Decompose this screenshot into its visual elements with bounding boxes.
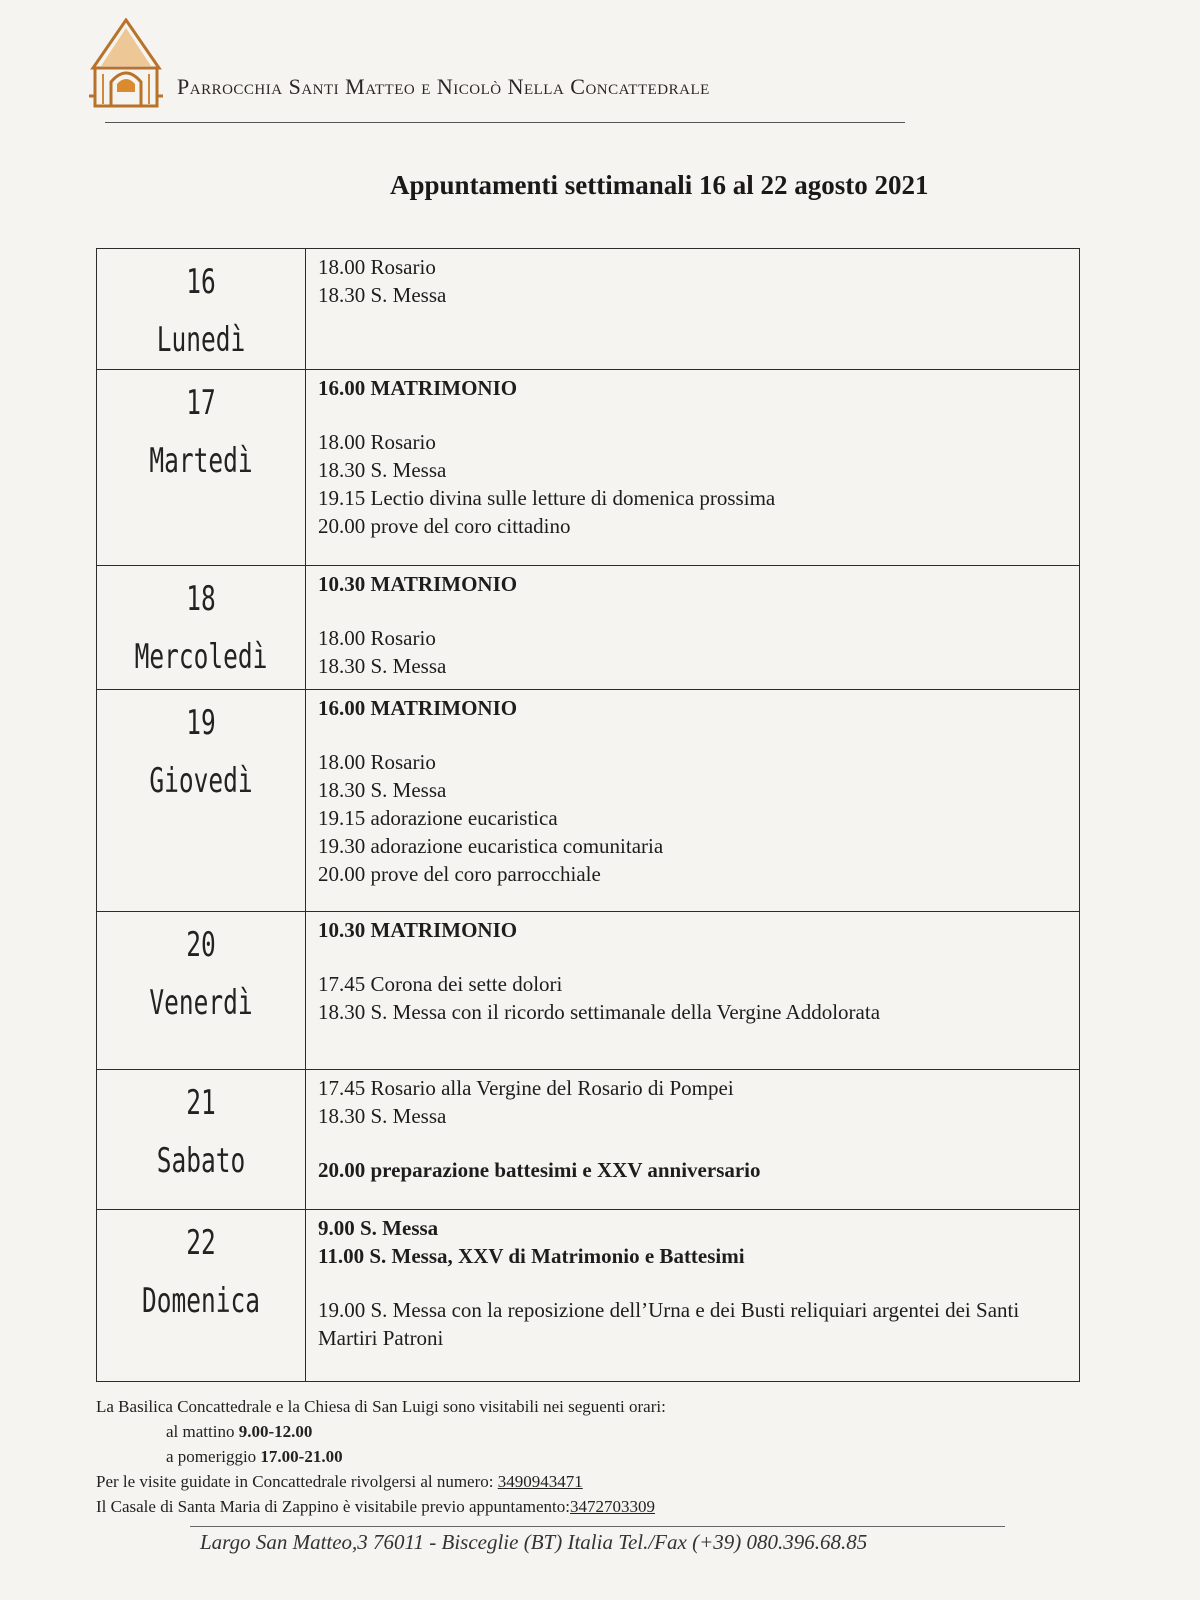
event-item: 18.30 S. Messa xyxy=(318,654,447,678)
schedule-row xyxy=(97,370,1080,566)
day-name: Mercoledì xyxy=(134,637,268,677)
event-item: 19.15 adorazione eucaristica xyxy=(318,806,558,830)
day-number: 17 xyxy=(186,383,216,423)
event-item: 10.30 MATRIMONIO xyxy=(318,572,518,596)
event-item: 9.00 S. Messa xyxy=(318,1216,439,1240)
casale-visit-text: Il Casale di Santa Maria di Zappino è visitabile previo appuntamento: xyxy=(96,1497,570,1516)
day-number: 20 xyxy=(186,925,216,965)
events-cell xyxy=(306,912,1080,1070)
schedule-row xyxy=(97,1070,1080,1210)
event-item: 18.00 Rosario xyxy=(318,750,436,774)
event-group-spacer xyxy=(318,1270,1069,1296)
event-item: 18.00 Rosario xyxy=(318,626,436,650)
morning-hours: al mattino 9.00-12.00 xyxy=(166,1422,313,1441)
event-item: 18.30 S. Messa xyxy=(318,283,447,307)
events-cell xyxy=(306,566,1080,690)
letterhead xyxy=(85,18,905,130)
guided-visits-phone-link[interactable]: 3490943471 xyxy=(497,1472,583,1491)
schedule-row xyxy=(97,690,1080,912)
page-title: Appuntamenti settimanali 16 al 22 agosto 2021 xyxy=(390,170,929,200)
day-name: Lunedì xyxy=(156,320,246,360)
weekly-schedule-table xyxy=(96,248,1080,1382)
schedule-row xyxy=(97,912,1080,1070)
day-cell xyxy=(97,249,306,370)
visiting-info xyxy=(96,1394,666,1519)
day-number: 21 xyxy=(186,1083,216,1123)
event-group-spacer xyxy=(318,944,1069,970)
events-cell xyxy=(306,690,1080,912)
events-cell xyxy=(306,249,1080,370)
event-item: 18.00 Rosario xyxy=(318,255,436,279)
address-divider xyxy=(190,1526,1005,1527)
day-name: Sabato xyxy=(156,1141,246,1181)
event-group-spacer xyxy=(318,1130,1069,1156)
day-name: Domenica xyxy=(142,1281,260,1321)
events-cell xyxy=(306,1210,1080,1382)
event-group-spacer xyxy=(318,722,1069,748)
event-item: 11.00 S. Messa, XXV di Matrimonio e Battesimi xyxy=(318,1244,745,1268)
event-item: 17.45 Rosario alla Vergine del Rosario di Pompei xyxy=(318,1076,734,1100)
schedule-row xyxy=(97,249,1080,370)
day-number: 22 xyxy=(186,1223,216,1263)
event-item: 18.00 Rosario xyxy=(318,430,436,454)
event-item: 20.00 prove del coro cittadino xyxy=(318,514,571,538)
guided-visits-text: Per le visite guidate in Concattedrale rivolgersi al numero: xyxy=(96,1472,494,1491)
events-cell xyxy=(306,370,1080,566)
day-cell xyxy=(97,912,306,1070)
schedule-row xyxy=(97,1210,1080,1382)
event-item: 18.30 S. Messa xyxy=(318,458,447,482)
day-number: 19 xyxy=(186,703,216,743)
parish-address: Largo San Matteo,3 76011 - Bisceglie (BT) Italia Tel./Fax (+39) 080.396.68.85 xyxy=(200,1530,868,1554)
event-group-spacer xyxy=(318,598,1069,624)
event-group-spacer xyxy=(318,402,1069,428)
event-item: 17.45 Corona dei sette dolori xyxy=(318,972,563,996)
day-name: Venerdì xyxy=(149,983,253,1023)
event-item: 10.30 MATRIMONIO xyxy=(318,918,518,942)
event-item: 19.30 adorazione eucaristica comunitaria xyxy=(318,834,664,858)
event-item: 18.30 S. Messa con il ricordo settimanale della Vergine Addolorata xyxy=(318,1000,881,1024)
event-item: 19.00 S. Messa con la reposizione dell’Urna e dei Busti reliquiari argentei dei Santi Martiri Patroni xyxy=(318,1298,1020,1350)
event-item: 18.30 S. Messa xyxy=(318,1104,447,1128)
schedule-row xyxy=(97,566,1080,690)
casale-phone-link[interactable]: 3472703309 xyxy=(569,1497,655,1516)
parish-name: Parrocchia Santi Matteo e Nicolò Nella Concattedrale xyxy=(177,74,710,99)
day-cell xyxy=(97,566,306,690)
event-item: 16.00 MATRIMONIO xyxy=(318,696,518,720)
visiting-hours-intro: La Basilica Concattedrale e la Chiesa di San Luigi sono visitabili nei seguenti orari: xyxy=(96,1397,666,1416)
day-number: 16 xyxy=(186,262,216,302)
cathedral-logo-icon xyxy=(85,18,167,110)
day-cell xyxy=(97,1070,306,1210)
day-cell xyxy=(97,1210,306,1382)
event-item: 16.00 MATRIMONIO xyxy=(318,376,518,400)
header-divider xyxy=(105,122,905,123)
event-item: 18.30 S. Messa xyxy=(318,778,447,802)
day-cell xyxy=(97,370,306,566)
day-number: 18 xyxy=(186,579,216,619)
events-cell xyxy=(306,1070,1080,1210)
event-item: 19.15 Lectio divina sulle letture di domenica prossima xyxy=(318,486,776,510)
afternoon-hours: a pomeriggio 17.00-21.00 xyxy=(166,1447,343,1466)
event-item: 20.00 prove del coro parrocchiale xyxy=(318,862,601,886)
day-name: Martedì xyxy=(149,441,253,481)
day-name: Giovedì xyxy=(149,761,253,801)
event-item: 20.00 preparazione battesimi e XXV anniversario xyxy=(318,1158,761,1182)
day-cell xyxy=(97,690,306,912)
